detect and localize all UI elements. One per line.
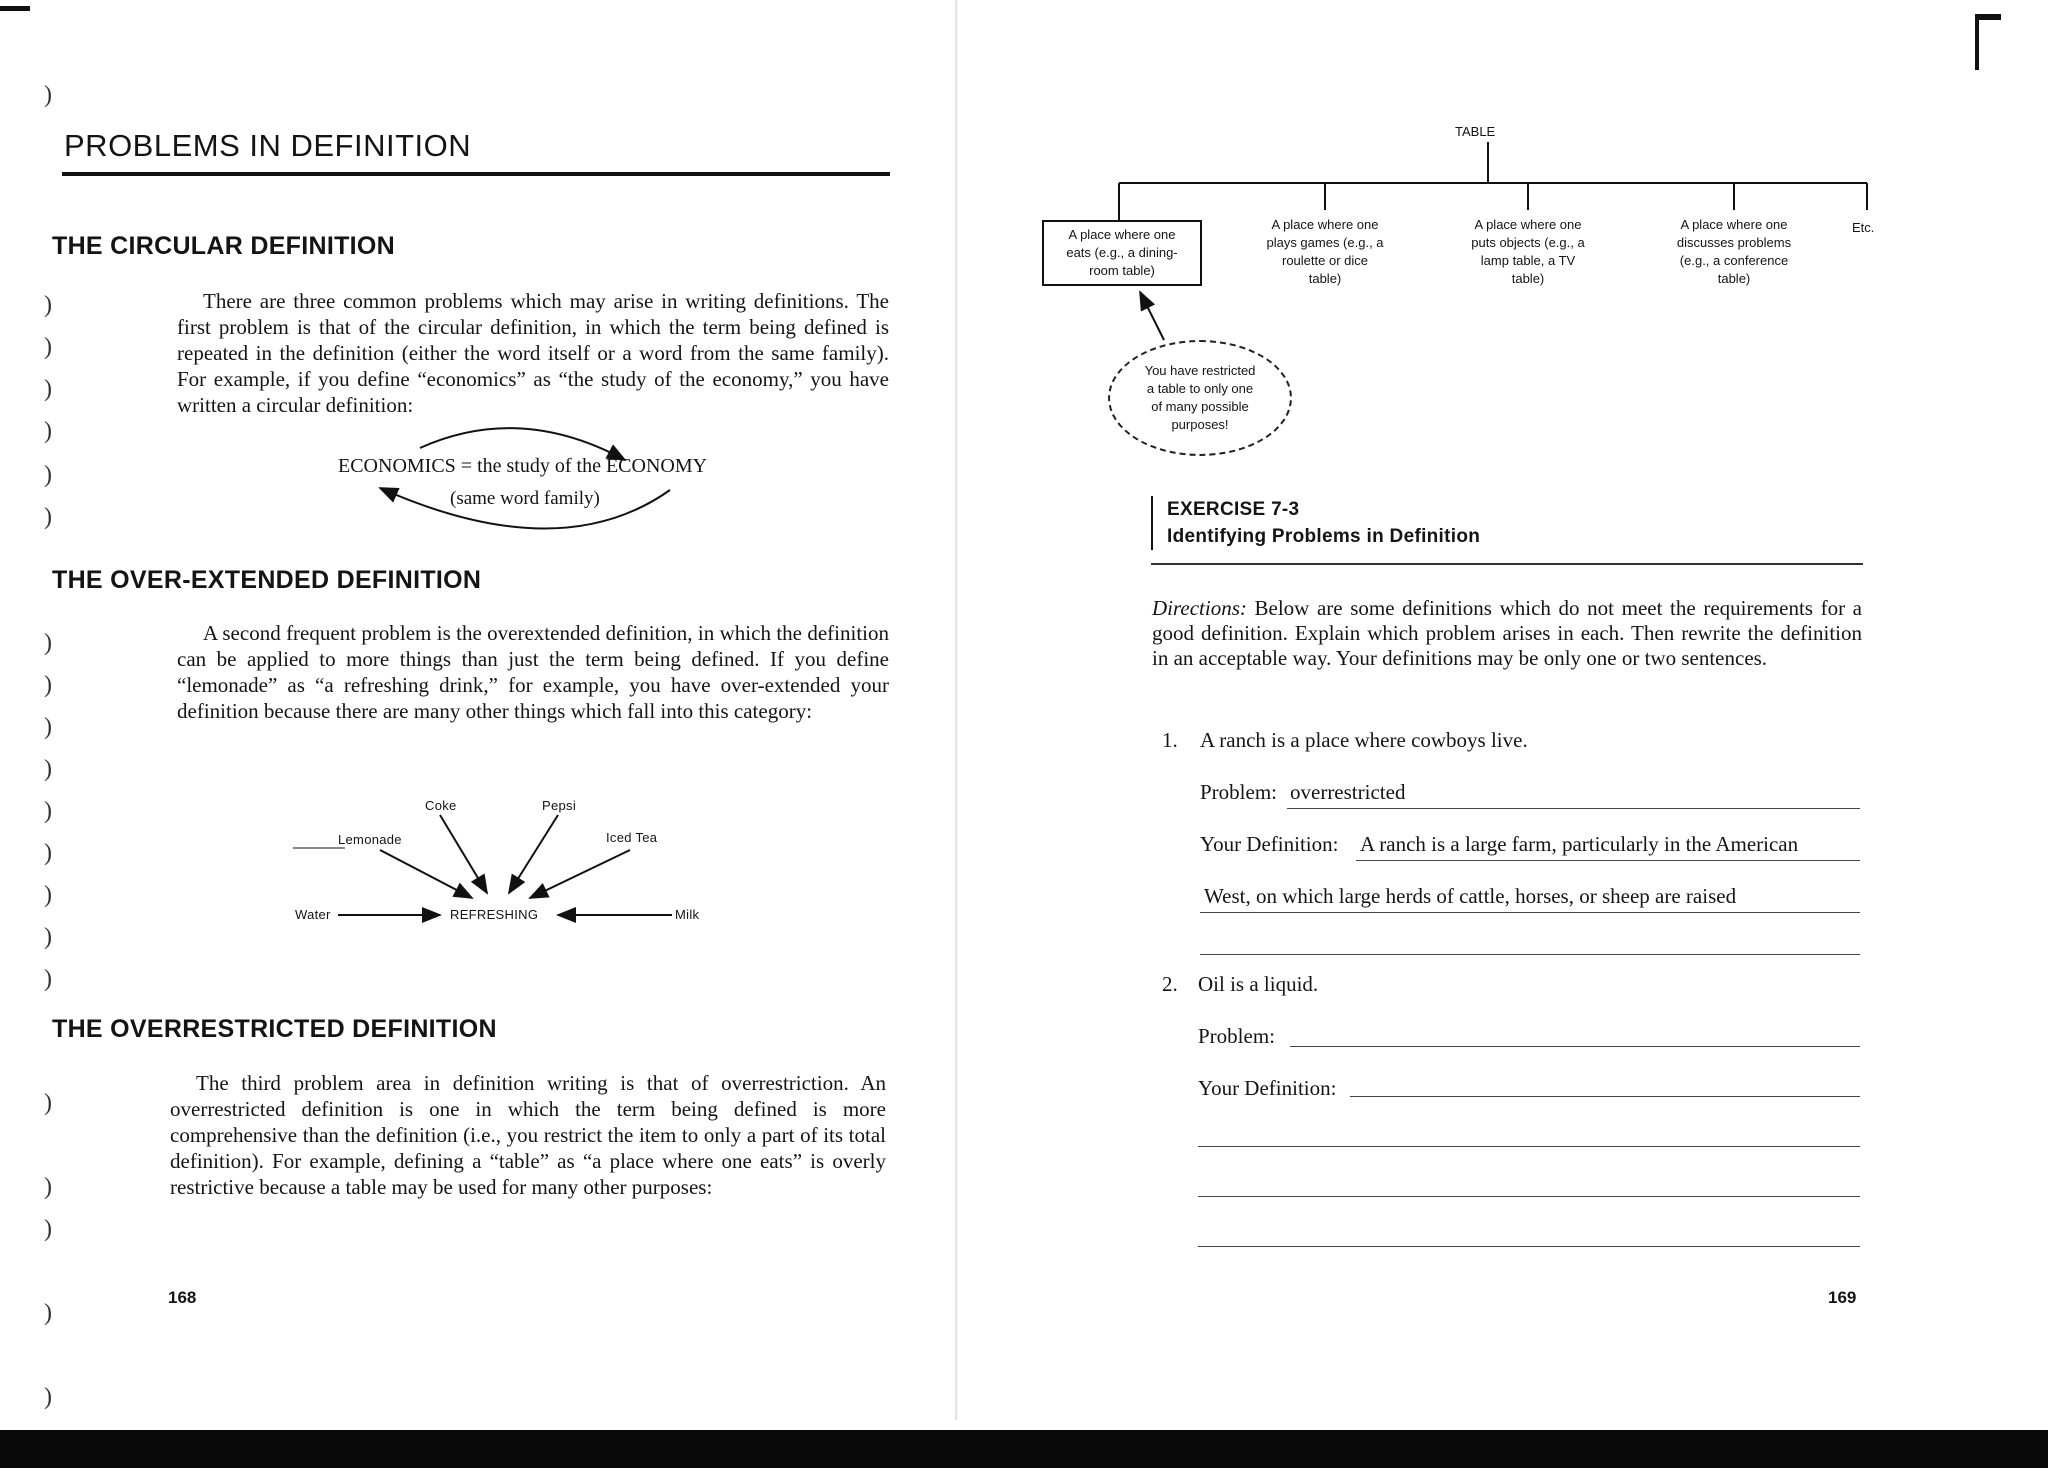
exercise-number: EXERCISE 7-3: [1167, 499, 1300, 520]
paragraph-overextended: A second frequent problem is the overextended definition, in which the definition can be applied to more things than just the term being defined. If you define “lemonade” as “a refreshing drink,” for example, you have over-extended your definition because there are many other things which fall into this category:: [177, 621, 889, 723]
iced-tea-arrow: [530, 850, 630, 898]
table-box-etc: Etc.: [1852, 220, 1875, 235]
table-box-eats: A place where one eats (e.g., a dining- room table): [1042, 220, 1202, 286]
margin-marks: ) ) ) ) ) ) ) ) ) ) ) ) ) ) ) ) ) ) ) ) ): [0, 0, 70, 1420]
item-1-definition-rule1: [1356, 860, 1860, 861]
diagram-word-coke: Coke: [425, 798, 457, 813]
section-heading-overextended: THE OVER-EXTENDED DEFINITION: [52, 566, 482, 594]
item-1-definition-rule3: [1200, 954, 1860, 955]
item-1-problem-line: [1287, 808, 1860, 809]
circular-equation: ECONOMICS = the study of the ECONOMY: [338, 455, 708, 477]
corner-mark-right: [1975, 14, 2001, 70]
diagram-word-pepsi: Pepsi: [542, 798, 577, 813]
item-2-number: 2.: [1162, 972, 1178, 996]
table-box-problems: A place where one discusses problems (e.g., a conference table): [1676, 217, 1792, 286]
item-1-problem-answer: overrestricted: [1290, 780, 1406, 804]
item-2-definition-line4[interactable]: [1198, 1246, 1860, 1247]
diagram-word-iced-tea: Iced Tea: [606, 830, 658, 845]
item-1-problem-label: Problem:: [1200, 780, 1277, 804]
item-1-statement: A ranch is a place where cowboys live.: [1200, 728, 1528, 752]
page-number-left: 168: [168, 1288, 197, 1307]
restriction-bubble: You have restricted a table to only one of many possible purposes!: [1108, 340, 1292, 456]
diagram-center-refreshing: REFRESHING: [450, 907, 539, 922]
corner-mark: [0, 6, 30, 11]
paragraph-overrestricted: The third problem area in definition writing is that of overrestriction. An overrestricted definition is one in which the term being defined is more comprehensive than the definition (i.e., you restrict the item to only a part of its total definition). For example, defining a “table” as “a place where one eats” is overly restrictive because a table may be used for many other purposes:: [170, 1071, 886, 1199]
circular-diagram: [330, 418, 750, 538]
item-2-statement: Oil is a liquid.: [1198, 972, 1319, 996]
book-spine: [955, 0, 959, 1420]
directions-paragraph: Directions: Below are some definitions which do not meet the requirements for a good definition. Explain which problem arises in each. Then rewrite the definition in an acceptable way. Your definitions may be only one or two sentences.: [1152, 596, 1862, 670]
table-box-objects: A place where one puts objects (e.g., a lamp table, a TV table): [1471, 217, 1585, 286]
item-2-definition-line1[interactable]: [1350, 1096, 1860, 1097]
item-1-definition-line1: A ranch is a large farm, particularly in the American: [1360, 832, 1799, 856]
page-number-right: 169: [1828, 1288, 1857, 1307]
item-2-problem-label: Problem:: [1198, 1024, 1275, 1048]
diagram-word-milk: Milk: [675, 907, 700, 922]
exercise-title: Identifying Problems in Definition: [1167, 526, 1481, 547]
item-2-definition-label: Your Definition:: [1198, 1076, 1337, 1100]
equation-note: (same word family): [450, 488, 600, 509]
item-1-number: 1.: [1162, 728, 1178, 752]
item-1-definition-line2: West, on which large herds of cattle, horses, or sheep are raised: [1204, 884, 1737, 908]
coke-arrow: [440, 815, 487, 893]
item-2-definition-line3[interactable]: [1198, 1196, 1860, 1197]
pepsi-arrow: [509, 815, 558, 893]
diagram-word-lemonade: Lemonade: [338, 832, 402, 847]
paragraph-circular: There are three common problems which may arise in writing definitions. The first problem is that of the circular definition, in which the term being defined is repeated in the definition (either the word itself or a word from the same family). For example, if you define “economics” as “the study of the economy,” you have written a circular definition:: [177, 289, 889, 417]
item-2-definition-line2[interactable]: [1198, 1146, 1860, 1147]
item-2-problem-line[interactable]: [1290, 1046, 1860, 1047]
diagram-root-table: TABLE: [1455, 124, 1496, 139]
title-rule: [62, 172, 890, 176]
item-1-definition-label: Your Definition:: [1200, 832, 1339, 856]
scan-bottom-band: [0, 1430, 2048, 1468]
exercise-rule: [1151, 563, 1863, 565]
lemonade-arrow: [380, 850, 472, 898]
item-1-definition-rule2: [1200, 912, 1860, 913]
page-title: PROBLEMS IN DEFINITION: [64, 128, 472, 163]
diagram-word-water: Water: [295, 907, 331, 922]
section-heading-circular: THE CIRCULAR DEFINITION: [52, 232, 395, 260]
section-heading-overrestricted: THE OVERRESTRICTED DEFINITION: [52, 1015, 497, 1043]
exercise-header: [1151, 496, 1480, 550]
table-box-games: A place where one plays games (e.g., a roulette or dice table): [1266, 217, 1384, 286]
